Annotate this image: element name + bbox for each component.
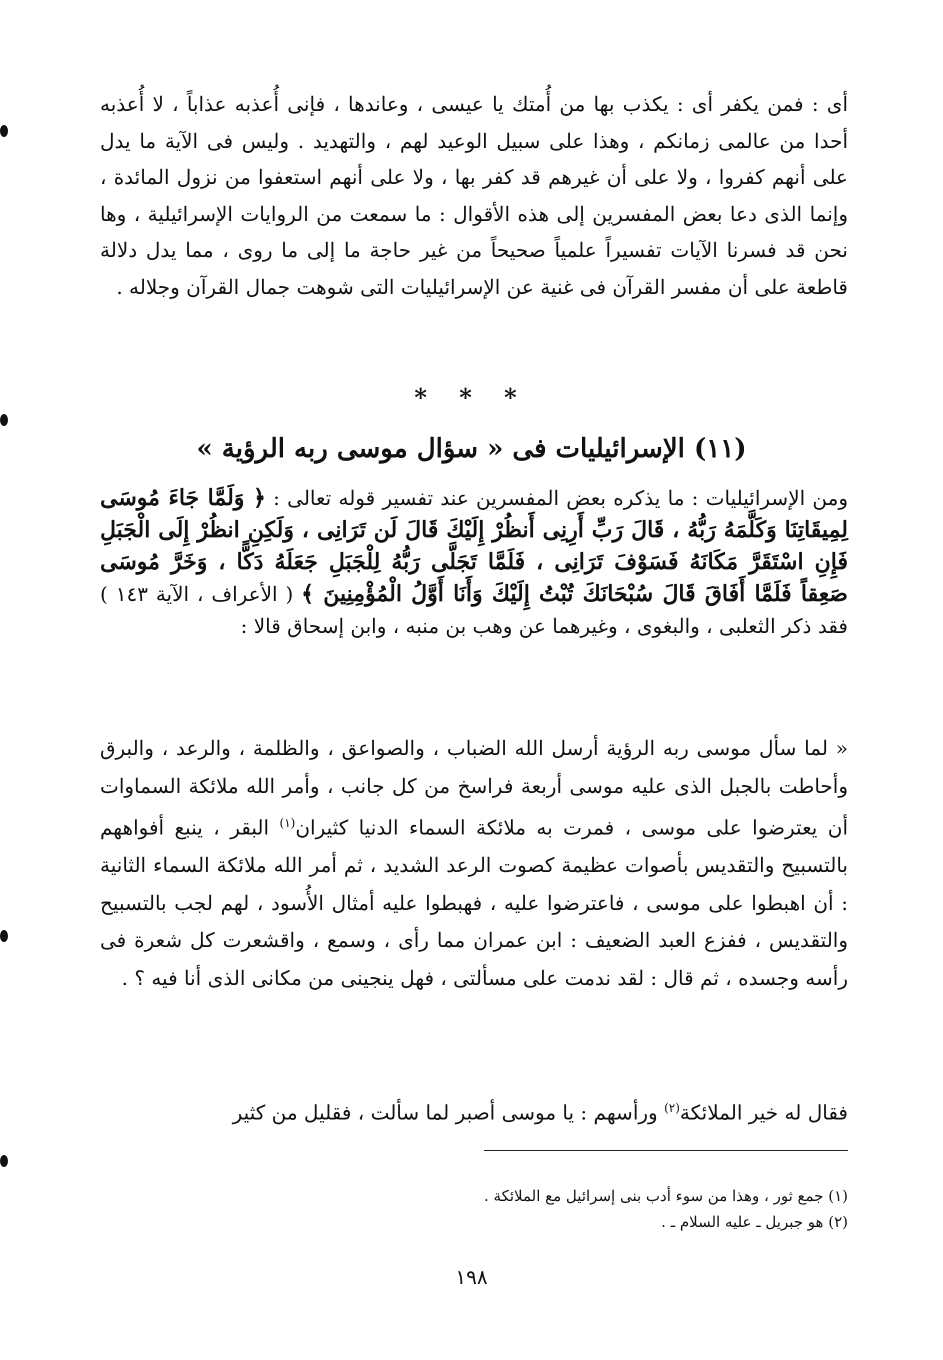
footnote-ref-1: (١) [279,816,296,830]
scan-mark [0,930,8,942]
paragraph-narration [100,730,848,997]
footnotes [300,1183,848,1235]
section-heading: (١١) الإسرائيليات فى « سؤال موسى ربه الرؤية » [196,434,747,464]
paragraph-continuation [100,1090,848,1132]
continuation-part-2: ورأسهم : يا موسى أصبر لما سألت ، فقليل من كثير [232,1100,658,1125]
narration-part-1: « لما سأل موسى ربه الرؤية أرسل الله الضباب ، والصواعق ، والظلمة ، والرعد ، والبرق وأحاطت بالجبل الذى عليه موسى أربعة فراسخ من كل جانب ، وأمر الله ملائكة السماوات أن يعترضوا على موسى ، فمرت به ملائكة السماء الدنيا كثيران [100,736,849,840]
footnote-2: (٢) هو جبريل ـ عليه السلام ـ . [661,1213,848,1231]
narration-part-2: البقر ، ينبع أفواههم بالتسبيح والتقديس بأصوات عظيمة كصوت الرعد الشديد ، ثم أمر الله ملائكة السماء الثانية : أن اهبطوا على موسى ، فاعترضوا عليه ، فهبطوا عليه أمثال الأُسود ، لهم لجب بالتسبيح والتقديس ، ففزع العبد الضعيف : ابن عمران مما رأى ، وسمع ، واقشعرت كل شعرة فى رأسه وجسده ، ثم قال : لقد ندمت على مسألتى ، فهل ينجينى من مكانى الذى أنا فيه ؟ . [100,815,849,990]
scan-mark [0,1155,8,1167]
paragraph-intro: أى : فمن يكفر أى : يكذب بها من أُمتك يا عيسى ، وعاندها ، فإنى أُعذبه عذاباً ، لا أُعذبه أحدا من عالمى زمانكم ، وهذا على سبيل الوعيد لهم ، والتهديد . وليس فى الآية ما يدل على أنهم كفروا ، ولا على أن غيرهم قد كفر بها ، ولا على أنهم استعفوا من نزول المائدة ، وإنما الذى دعا بعض المفسرين إلى هذه الأقوال : ما سمعت من الروايات الإسرائيلية ، وها نحن قد فسرنا الآيات تفسيراً علمياً صحيحاً من غير حاجة ما إلى ما روى ، مما يدل دلالة قاطعة على أن مفسر القرآن فى غنية عن الإسرائيليات التى شوهت جمال القرآن وجلاله . [100,92,849,299]
footnote-ref-2: (٢) [664,1101,680,1115]
footnote-1: (١) جمع ثور ، وهذا من سوء أدب بنى إسرائيل مع الملائكة . [483,1187,848,1205]
quran-verse: ﴿ وَلَمَّا جَاءَ مُوسَى لِمِيقَاتِنَا وَكَلَّمَهُ رَبُّهُ ، قَالَ رَبِّ أَرِنِى أَنظُرْ إِلَيْكَ قَالَ لَن تَرَانِى ، وَلَكِنِ انظُرْ إِلَى الْجَبَلِ فَإِنِ اسْتَقَرَّ مَكَانَهُ فَسَوْفَ تَرَانِى ، فَلَمَّا تَجَلَّى رَبُّهُ لِلْجَبَلِ جَعَلَهُ دَكًّا ، وَخَرَّ مُوسَى صَعِقاً فَلَمَّا أَفَاقَ قَالَ سُبْحَانَكَ تُبْتُ إِلَيْكَ وَأَنَا أَوَّلُ الْمُؤْمِنِينَ ﴾ [100,485,848,607]
paragraph-verse [100,482,848,642]
verse-intro: ومن الإسرائيليات : ما يذكره بعض المفسرين عند تفسير قوله تعالى : [273,486,849,510]
section-separator: * * * [414,383,529,412]
scan-mark [0,414,8,426]
continuation-part-1: فقال له خير الملائكة [679,1100,848,1125]
page-number: ١٩٨ [455,1265,488,1289]
footnote-divider [484,1150,848,1151]
verse-reference: ( الأعراف ، الآية ١٤٣ ) فقد ذكر الثعلبى ، والبغوى ، وغيرهما عن وهب بن منبه ، وابن إسحاق قالا : [100,582,848,638]
scan-mark [0,125,8,137]
